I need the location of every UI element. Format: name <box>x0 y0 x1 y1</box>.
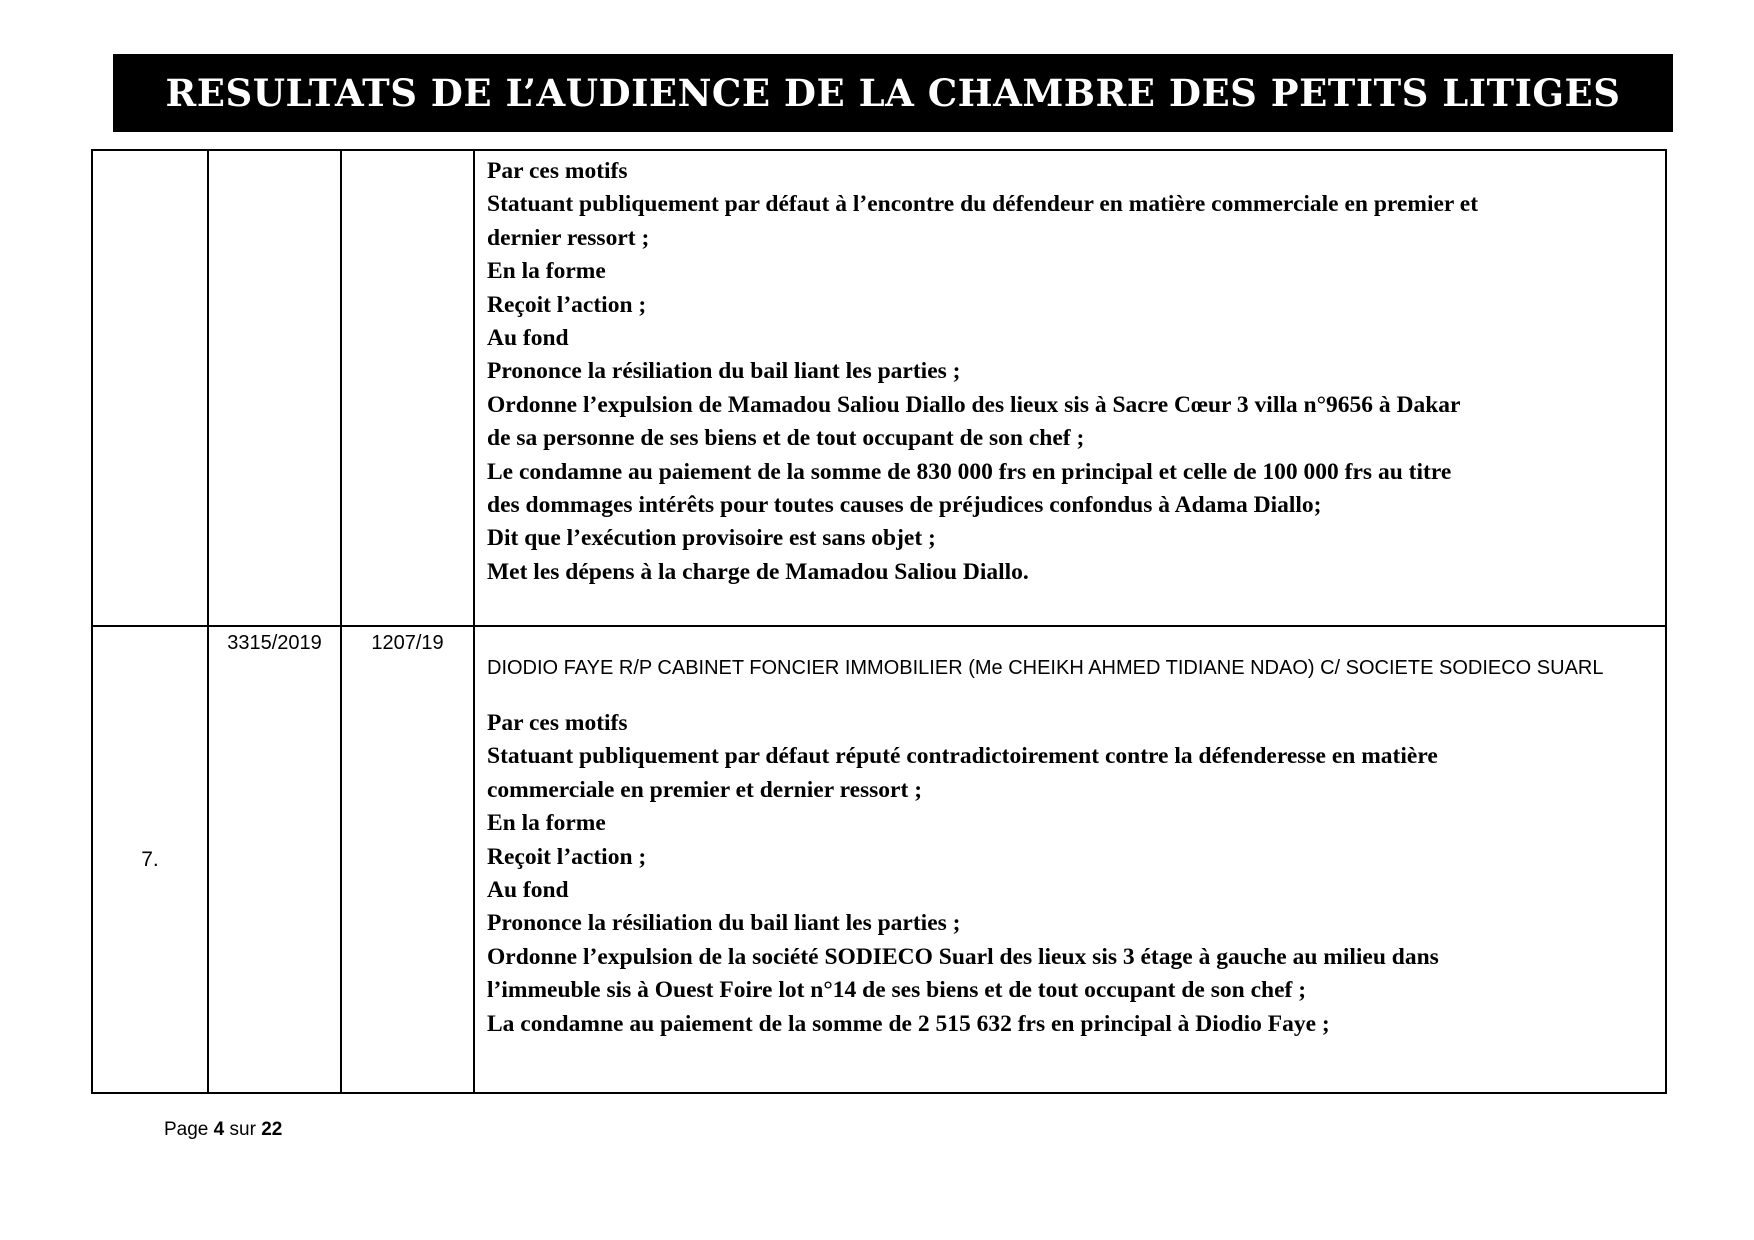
page-footer <box>164 1119 282 1141</box>
ruling-line: Par ces motifs <box>487 710 628 736</box>
role-number-cell <box>208 150 341 626</box>
decision-number-cell: 1207/19 <box>341 626 474 1093</box>
ruling-line: Le condamne au paiement de la somme de 830 000 frs en principal et celle de 100 000 frs au titre <box>487 458 1452 485</box>
ruling-line: Met les dépens à la charge de Mamadou Saliou Diallo. <box>487 558 1029 585</box>
ruling-line: Par ces motifs <box>487 158 628 184</box>
document-title: RESULTATS DE L’AUDIENCE DE LA CHAMBRE DES PETITS LITIGES <box>165 71 1621 115</box>
ruling-line: Statuant publiquement par défaut à l’encontre du défendeur en matière commerciale en premier et <box>487 191 1479 218</box>
total-pages-number: 22 <box>261 1119 283 1140</box>
ruling-line: Reçoit l’action ; <box>487 843 647 870</box>
ruling-line: En la forme <box>487 810 606 837</box>
ruling-line: Au fond <box>487 877 569 904</box>
case-number-cell: 7. <box>92 626 208 1093</box>
ruling-line: Reçoit l’action ; <box>487 291 647 318</box>
ruling-cell <box>474 626 1666 1093</box>
ruling-line: l’immeuble sis à Ouest Foire lot n°14 de ses biens et de tout occupant de son chef ; <box>487 977 1307 1004</box>
ruling-line: Au fond <box>487 325 569 352</box>
ruling-line: En la forme <box>487 258 606 285</box>
ruling-line: Prononce la résiliation du bail liant les parties ; <box>487 910 961 937</box>
table-row <box>92 626 1666 1093</box>
page-label: Page <box>164 1119 209 1140</box>
table-row <box>92 150 1666 626</box>
ruling-line: dernier ressort ; <box>487 224 650 251</box>
role-number-cell: 3315/2019 <box>208 626 341 1093</box>
ruling-line: Ordonne l’expulsion de la société SODIECO Suarl des lieux sis 3 étage à gauche au milieu dans <box>487 943 1439 970</box>
page-of-label: sur <box>229 1119 256 1140</box>
ruling-line: des dommages intérêts pour toutes causes de préjudices confondus à Adama Diallo; <box>487 492 1322 519</box>
ruling-line: La condamne au paiement de la somme de 2 515 632 frs en principal à Diodio Faye ; <box>487 1010 1330 1037</box>
current-page-number: 4 <box>213 1119 225 1140</box>
ruling-cell <box>474 150 1666 626</box>
ruling-line: Statuant publiquement par défaut réputé contradictoirement contre la défenderesse en matière <box>487 743 1438 770</box>
hearing-results-table <box>91 149 1667 1094</box>
ruling-line: Dit que l’exécution provisoire est sans objet ; <box>487 525 936 552</box>
ruling-line: commerciale en premier et dernier ressort ; <box>487 776 923 803</box>
ruling-line: Prononce la résiliation du bail liant les parties ; <box>487 358 961 385</box>
ruling-line: de sa personne de ses biens et de tout occupant de son chef ; <box>487 425 1085 452</box>
document-title-banner <box>113 54 1673 132</box>
case-number-cell <box>92 150 208 626</box>
decision-number-cell <box>341 150 474 626</box>
ruling-line: Ordonne l’expulsion de Mamadou Saliou Diallo des lieux sis à Sacre Cœur 3 villa n°9656 à Dakar <box>487 391 1461 418</box>
case-parties: DIODIO FAYE R/P CABINET FONCIER IMMOBILIER (Me CHEIKH AHMED TIDIANE NDAO) C/ SOCIETE SODIECO SUARL <box>487 657 1604 679</box>
